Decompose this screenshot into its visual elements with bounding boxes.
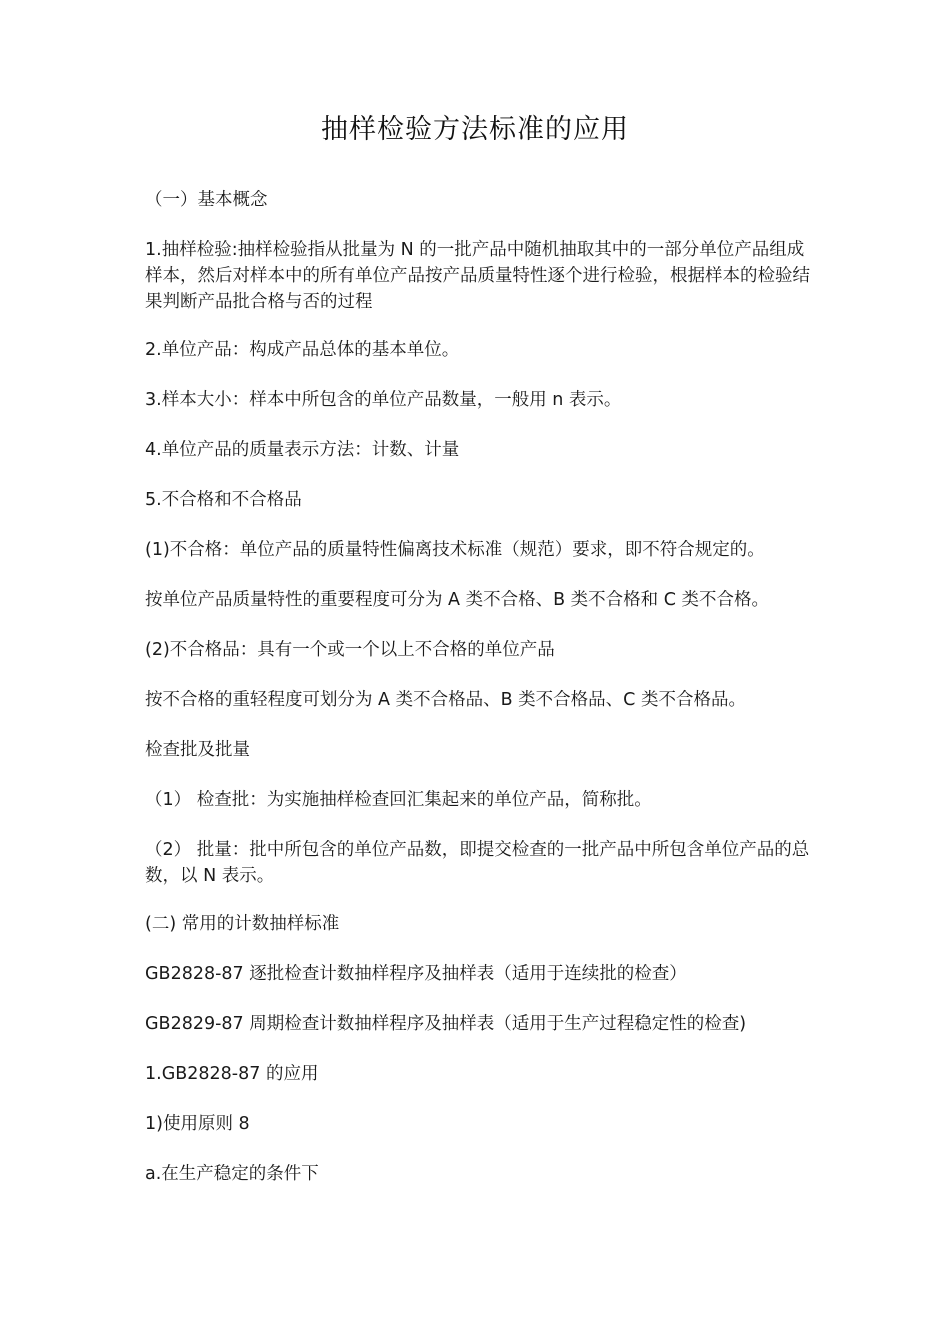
paragraph-nonconforming-product: (2)不合格品：具有一个或一个以上不合格的单位产品 [145, 640, 555, 660]
paragraph-sampling-inspection: 1.抽样检验:抽样检验指从批量为 N 的一批产品中随机抽取其中的一部分单位产品组成样本，然后对样本中的所有单位产品按产品质量特性逐个进行检验，根据样本的检验结果判断产品批合格与否的过程 [145, 240, 810, 312]
paragraph-gb2829: GB2829-87 周期检查计数抽样程序及抽样表（适用于生产过程稳定性的检查) [145, 1014, 747, 1034]
paragraph-nonconformity: (1)不合格：单位产品的质量特性偏离技术标准（规范）要求，即不符合规定的。 [145, 540, 765, 560]
paragraph-nonconforming-product-classes: 按不合格的重轻程度可划分为 A 类不合格品、B 类不合格品、C 类不合格品。 [145, 690, 746, 710]
paragraph-usage-principle: 1)使用原则 8 [145, 1114, 250, 1134]
paragraph-stable-production: a.在生产稳定的条件下 [145, 1164, 319, 1184]
paragraph-inspection-lot: （1） 检查批：为实施抽样检查回汇集起来的单位产品，简称批。 [145, 790, 652, 810]
paragraph-nonconformity-classes: 按单位产品质量特性的重要程度可分为 A 类不合格、B 类不合格和 C 类不合格。 [145, 590, 770, 610]
section-heading-basic-concepts: （一）基本概念 [145, 190, 268, 210]
paragraph-lot-heading: 检查批及批量 [145, 740, 250, 760]
paragraph-lot-size: （2） 批量：批中所包含的单位产品数，即提交检查的一批产品中所包含单位产品的总数，以 N 表示。 [145, 840, 810, 886]
paragraph-unit-product: 2.单位产品：构成产品总体的基本单位。 [145, 340, 460, 360]
paragraph-sample-size: 3.样本大小：样本中所包含的单位产品数量，一般用 n 表示。 [145, 390, 622, 410]
document-title: 抽样检验方法标准的应用 [321, 114, 629, 145]
paragraph-gb2828-application: 1.GB2828-87 的应用 [145, 1064, 319, 1084]
paragraph-quality-methods: 4.单位产品的质量表示方法：计数、计量 [145, 440, 460, 460]
section-heading-sampling-standards: (二) 常用的计数抽样标准 [145, 914, 340, 934]
paragraph-gb2828: GB2828-87 逐批检查计数抽样程序及抽样表（适用于连续批的检查） [145, 964, 687, 984]
paragraph-nonconformity-heading: 5.不合格和不合格品 [145, 490, 302, 510]
